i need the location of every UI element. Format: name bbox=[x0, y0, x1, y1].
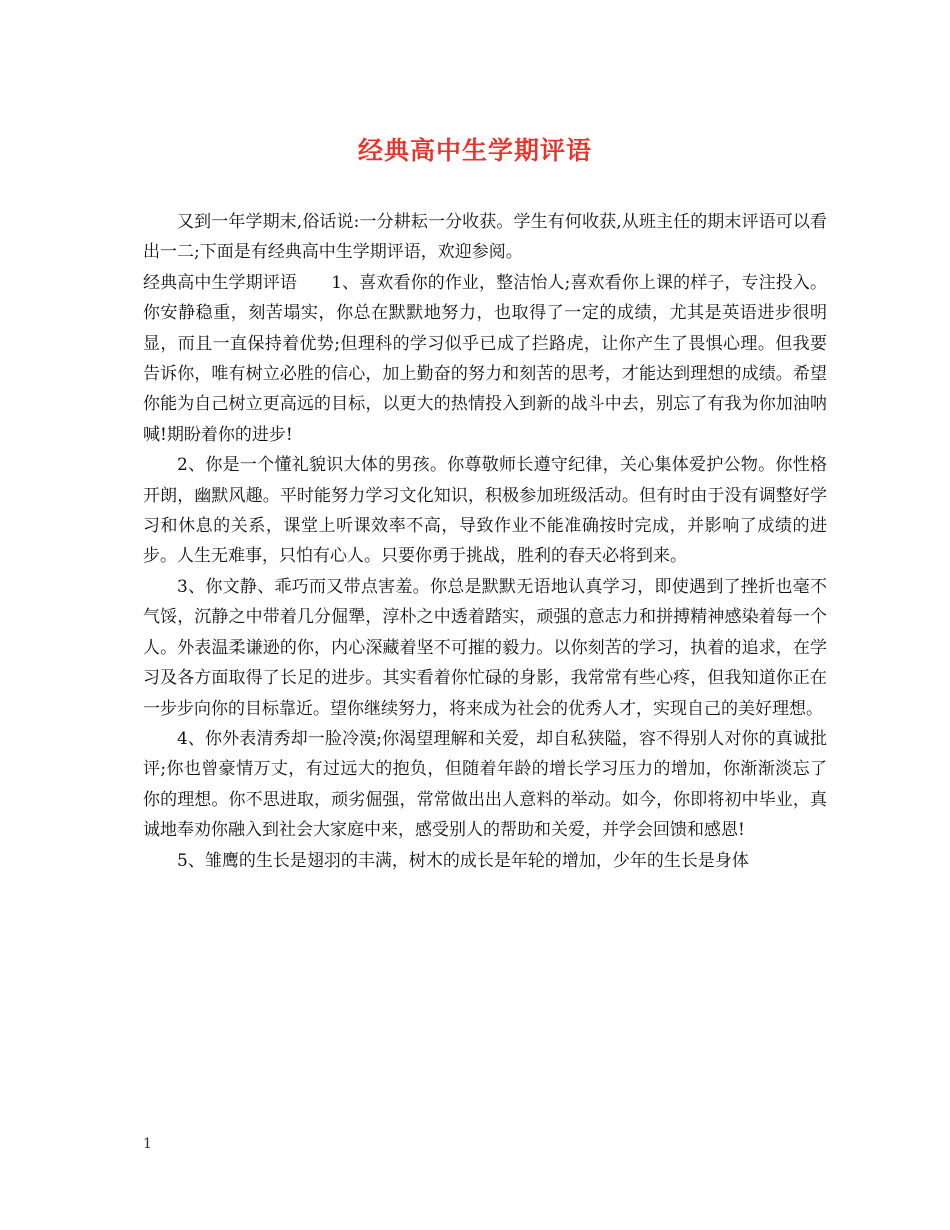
comment-paragraph-4: 4、你外表清秀却一脸冷漠;你渴望理解和关爱，却自私狭隘，容不得别人对你的真诚批评;你也曾豪情万丈，有过远大的抱负，但随着年龄的增长学习压力的增加，你渐渐淡忘了你的理想。你不思进取，顽劣倔强，常常做出出人意料的举动。如今，你即将初中毕业，真诚地奉劝你融入到社会大家庭中来，感受别人的帮助和关爱，并学会回馈和感恩! bbox=[143, 728, 827, 841]
comment-paragraph-1: 经典高中生学期评语 1、喜欢看你的作业，整洁怡人;喜欢看你上课的样子，专注投入。你安静稳重，刻苦塌实，你总在默默地努力，也取得了一定的成绩，尤其是英语进步很明显，而且一直保持着优势;但理科的学习似乎已成了拦路虎，让你产生了畏惧心理。但我要告诉你，唯有树立必胜的信心，加上勤奋的努力和刻苦的思考，才能达到理想的成绩。希望你能为自己树立更高远的目标，以更大的热情投入到新的战斗中去，别忘了有我为你加油呐喊!期盼着你的进步! bbox=[143, 272, 827, 445]
page-number: 1 bbox=[143, 1136, 152, 1152]
document-title: 经典高中生学期评语 bbox=[357, 136, 592, 165]
intro-paragraph: 又到一年学期末,俗话说:一分耕耘一分收获。学生有何收获,从班主任的期末评语可以看出一二;下面是有经典高中生学期评语，欢迎参阅。 bbox=[143, 212, 827, 263]
comment-paragraph-5: 5、雏鹰的生长是翅羽的丰满，树木的成长是年轮的增加，少年的生长是身体 bbox=[177, 850, 749, 871]
comment-paragraph-2: 2、你是一个懂礼貌识大体的男孩。你尊敬师长遵守纪律，关心集体爱护公物。你性格开朗，幽默风趣。平时能努力学习文化知识，积极参加班级活动。但有时由于没有调整好学习和休息的关系，课堂上听课效率不高，导致作业不能准确按时完成，并影响了成绩的进步。人生无难事，只怕有心人。只要你勇于挑战，胜利的春天必将到来。 bbox=[143, 455, 827, 567]
document-body bbox=[143, 207, 827, 876]
comment-paragraph-3: 3、你文静、乖巧而又带点害羞。你总是默默无语地认真学习，即使遇到了挫折也毫不气馁，沉静之中带着几分倔犟，淳朴之中透着踏实，顽强的意志力和拼搏精神感染着每一个人。外表温柔谦逊的你，内心深藏着坚不可摧的毅力。以你刻苦的学习，执着的追求，在学习及各方面取得了长足的进步。其实看着你忙碌的身影，我常常有些心疼，但我知道你正在一步步向你的目标靠近。望你继续努力，将来成为社会的优秀人才，实现自己的美好理想。 bbox=[143, 576, 827, 719]
